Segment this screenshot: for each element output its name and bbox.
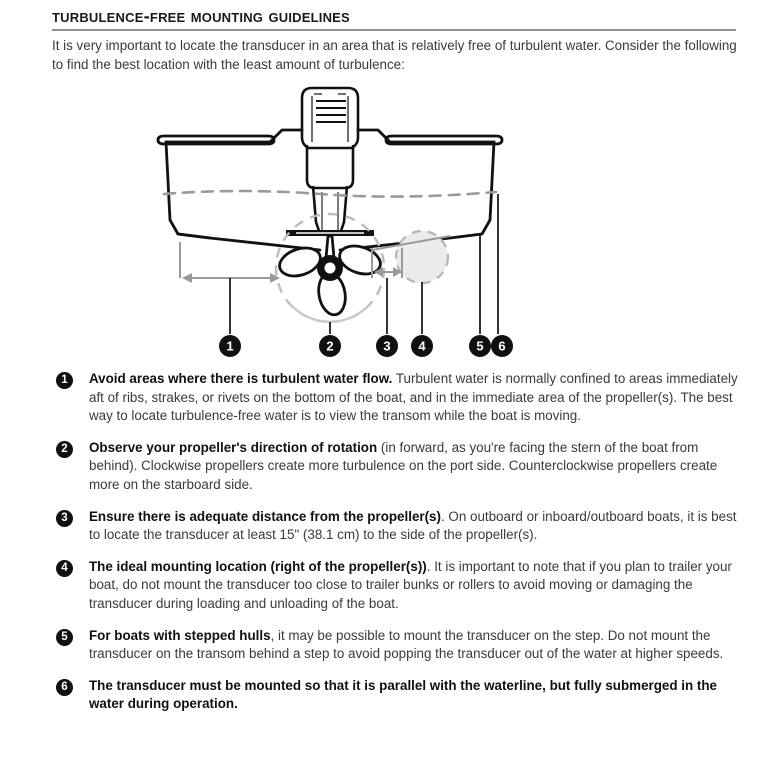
callout-marker-2 bbox=[319, 335, 341, 357]
list-item-lead: For boats with stepped hulls bbox=[89, 627, 271, 643]
lower-unit-right bbox=[340, 186, 347, 234]
list-item-lead: The ideal mounting location (right of the propeller(s)) bbox=[89, 558, 427, 574]
list-item-body: . It is important to note that if you plan to trailer your boat, do not mount the transducer too close to trailer bunks or rollers to avoid moving or damaging the transducer during loading and unloading of the boat. bbox=[89, 558, 732, 611]
callout-marker-5 bbox=[469, 335, 491, 357]
callout-marker-6 bbox=[491, 335, 513, 357]
prop-shaft bbox=[326, 236, 334, 258]
callout-marker-4-label: 4 bbox=[418, 338, 426, 354]
ideal-location-highlight bbox=[396, 231, 448, 283]
list-item-lead: The transducer must be mounted so that it is parallel with the waterline, but fully submerged in the water during operation. bbox=[89, 677, 717, 712]
list-item-text bbox=[89, 508, 746, 545]
guidelines-list bbox=[56, 370, 746, 727]
list-item bbox=[56, 627, 746, 664]
page-title: turbulence-free mounting guidelines bbox=[52, 5, 350, 26]
motor-cowling bbox=[302, 88, 358, 148]
callout-markers bbox=[219, 335, 513, 357]
title-divider bbox=[52, 29, 736, 31]
prop-hub-inner bbox=[324, 262, 337, 275]
list-item-lead: Observe your propeller's direction of rotation bbox=[89, 439, 378, 455]
callout-marker-1-label: 1 bbox=[226, 338, 234, 354]
list-item bbox=[56, 370, 746, 426]
list-item-number: 1 bbox=[56, 372, 73, 389]
list-item-body: (in forward, as you're facing the stern of the boat from behind). Clockwise propellers create more turbulence on the port side. Counterclockwise propellers create more on the starboard side. bbox=[89, 439, 718, 492]
callout-marker-1 bbox=[219, 335, 241, 357]
callout-marker-3-label: 3 bbox=[383, 338, 391, 354]
list-item-number: 6 bbox=[56, 679, 73, 696]
dimension-arrow-1 bbox=[180, 242, 280, 283]
list-item-body: , it may be possible to mount the transducer on the step. Do not mount the transducer on the transom behind a step to avoid popping the transducer out of the water at higher speeds. bbox=[89, 627, 724, 662]
gunwale-rail-right bbox=[386, 136, 502, 144]
cowling-vent-lines bbox=[316, 101, 346, 122]
transom-mounting-diagram bbox=[150, 82, 630, 370]
list-item-lead: Ensure there is adequate distance from the propeller(s) bbox=[89, 508, 441, 524]
callout-marker-4 bbox=[411, 335, 433, 357]
list-item-lead: Avoid areas where there is turbulent water flow. bbox=[89, 371, 393, 386]
list-item-number: 4 bbox=[56, 560, 73, 577]
list-item-body: Turbulent water is normally confined to areas immediately aft of ribs, strakes, or rivets on the bottom of the boat, and in the immediate area of the propeller(s). The best way to locate turbulence-free water is to view the transom while the boat is moving. bbox=[89, 371, 738, 424]
list-item-number: 2 bbox=[56, 441, 73, 458]
list-item-text bbox=[89, 627, 746, 664]
list-item bbox=[56, 677, 746, 714]
list-item-body: . On outboard or inboard/outboard boats, it is best to locate the transducer at least 15" (38.1 cm) to the side of the propeller(s). bbox=[89, 508, 737, 543]
page-title-block bbox=[52, 6, 736, 31]
list-item-text bbox=[89, 677, 746, 714]
list-item-text bbox=[89, 558, 746, 614]
intro-paragraph: It is very important to locate the transducer in an area that is relatively free of turbulent water. Consider the following to find the best location with the least amount of turbulence: bbox=[52, 38, 737, 72]
list-item-number: 5 bbox=[56, 629, 73, 646]
callout-marker-6-label: 6 bbox=[498, 338, 506, 354]
motor-midsection bbox=[307, 146, 353, 188]
callout-marker-2-label: 2 bbox=[326, 338, 334, 354]
list-item-text bbox=[89, 370, 746, 426]
list-item bbox=[56, 558, 746, 614]
list-item-text bbox=[89, 439, 746, 495]
list-item-number: 3 bbox=[56, 510, 73, 527]
list-item bbox=[56, 508, 746, 545]
callout-marker-5-label: 5 bbox=[476, 338, 484, 354]
waterline-dashed bbox=[164, 191, 496, 197]
callout-marker-3 bbox=[376, 335, 398, 357]
list-item bbox=[56, 439, 746, 495]
gunwale-rail-left bbox=[158, 136, 274, 144]
